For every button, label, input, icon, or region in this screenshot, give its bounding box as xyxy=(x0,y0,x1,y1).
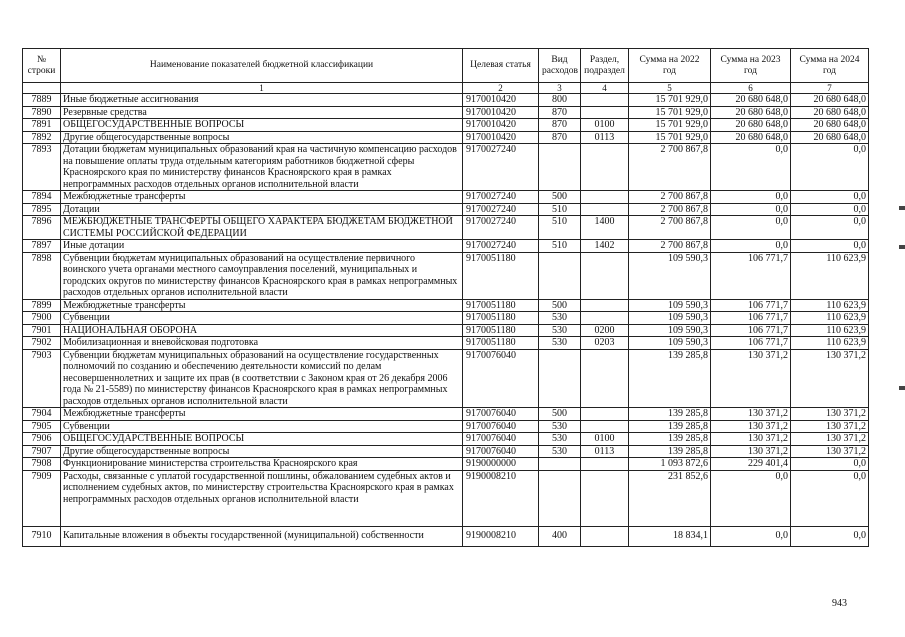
row-number: 7909 xyxy=(23,470,61,527)
row-section xyxy=(581,470,629,527)
row-target: 9170076040 xyxy=(463,445,539,458)
row-type: 870 xyxy=(539,131,581,144)
row-sum-2023: 130 371,2 xyxy=(711,408,791,421)
row-name: Дотации xyxy=(61,203,463,216)
row-name: Субвенции xyxy=(61,312,463,325)
table-row xyxy=(23,106,869,119)
row-sum-2022: 15 701 929,0 xyxy=(629,131,711,144)
row-name: ОБЩЕГОСУДАРСТВЕННЫЕ ВОПРОСЫ xyxy=(61,119,463,132)
row-sum-2024: 0,0 xyxy=(791,144,869,191)
row-name: ОБЩЕГОСУДАРСТВЕННЫЕ ВОПРОСЫ xyxy=(61,433,463,446)
row-sum-2022: 109 590,3 xyxy=(629,252,711,299)
row-name: Межбюджетные трансферты xyxy=(61,408,463,421)
row-target: 9170027240 xyxy=(463,191,539,204)
row-sum-2023: 106 771,7 xyxy=(711,299,791,312)
row-sum-2023: 106 771,7 xyxy=(711,337,791,350)
row-section xyxy=(581,252,629,299)
header-name: Наименование показателей бюджетной классификации xyxy=(61,49,463,83)
row-target: 9190008210 xyxy=(463,470,539,527)
row-sum-2022: 139 285,8 xyxy=(629,420,711,433)
table-row xyxy=(23,240,869,253)
row-number: 7905 xyxy=(23,420,61,433)
row-name: Субвенции бюджетам муниципальных образований на осуществление первичного воинского учета органами местного самоуправления поселений, муниципальных и городских округов по министерству финансов Красноярского края в рамках непрограммных расходов отдельных органов исполнительной власти xyxy=(61,252,463,299)
row-target: 9170010420 xyxy=(463,119,539,132)
row-sum-2024: 0,0 xyxy=(791,216,869,240)
row-type: 530 xyxy=(539,312,581,325)
row-type: 510 xyxy=(539,203,581,216)
row-sum-2024: 20 680 648,0 xyxy=(791,131,869,144)
row-number: 7898 xyxy=(23,252,61,299)
table-row xyxy=(23,312,869,325)
header-row-no: № строки xyxy=(23,49,61,83)
table-row xyxy=(23,408,869,421)
row-sum-2022: 231 852,6 xyxy=(629,470,711,527)
table-row xyxy=(23,470,869,527)
index-cell: 6 xyxy=(711,83,791,94)
row-sum-2022: 2 700 867,8 xyxy=(629,216,711,240)
row-sum-2024: 110 623,9 xyxy=(791,299,869,312)
row-name: Расходы, связанные с уплатой государственной пошлины, обжалованием судебных актов и исполнением судебных актов, по министерству строительства Красноярского края в рамках непрограммных расходов отдельных органов исполнительной власти xyxy=(61,470,463,527)
row-name: Мобилизационная и вневойсковая подготовка xyxy=(61,337,463,350)
table-row xyxy=(23,144,869,191)
row-target: 9170051180 xyxy=(463,299,539,312)
row-sum-2022: 15 701 929,0 xyxy=(629,94,711,107)
row-number: 7889 xyxy=(23,94,61,107)
row-sum-2023: 0,0 xyxy=(711,470,791,527)
row-number: 7901 xyxy=(23,324,61,337)
row-type xyxy=(539,144,581,191)
row-type xyxy=(539,349,581,408)
row-name: Субвенции xyxy=(61,420,463,433)
row-target: 9190008210 xyxy=(463,527,539,547)
row-sum-2023: 0,0 xyxy=(711,216,791,240)
table-row xyxy=(23,191,869,204)
row-number: 7910 xyxy=(23,527,61,547)
row-sum-2024: 0,0 xyxy=(791,527,869,547)
row-section xyxy=(581,94,629,107)
row-number: 7896 xyxy=(23,216,61,240)
row-number: 7895 xyxy=(23,203,61,216)
row-sum-2022: 109 590,3 xyxy=(629,324,711,337)
table-row xyxy=(23,445,869,458)
row-target: 9170076040 xyxy=(463,349,539,408)
row-section xyxy=(581,191,629,204)
row-name: Субвенции бюджетам муниципальных образований на осуществление государственных полномочий по созданию и обеспечению деятельности комиссий по делам несовершеннолетних и защите их прав (в соответствии с Законом края от 26 декабря 2006 года № 21-5589) по министерству финансов Красноярского края в рамках непрограммных расходов отдельных органов исполнительной власти xyxy=(61,349,463,408)
row-sum-2023: 0,0 xyxy=(711,240,791,253)
row-sum-2024: 0,0 xyxy=(791,191,869,204)
row-sum-2024: 110 623,9 xyxy=(791,337,869,350)
row-name: Резервные средства xyxy=(61,106,463,119)
table-row xyxy=(23,349,869,408)
table-row xyxy=(23,324,869,337)
index-cell: 5 xyxy=(629,83,711,94)
row-number: 7907 xyxy=(23,445,61,458)
row-type: 400 xyxy=(539,527,581,547)
row-number: 7904 xyxy=(23,408,61,421)
row-sum-2023: 0,0 xyxy=(711,191,791,204)
row-number: 7891 xyxy=(23,119,61,132)
row-section xyxy=(581,106,629,119)
row-number: 7893 xyxy=(23,144,61,191)
row-sum-2023: 20 680 648,0 xyxy=(711,119,791,132)
row-type: 510 xyxy=(539,240,581,253)
index-cell: 2 xyxy=(463,83,539,94)
row-type: 870 xyxy=(539,119,581,132)
row-number: 7890 xyxy=(23,106,61,119)
row-sum-2022: 2 700 867,8 xyxy=(629,144,711,191)
row-number: 7892 xyxy=(23,131,61,144)
row-target: 9170051180 xyxy=(463,337,539,350)
header-target: Целевая статья xyxy=(463,49,539,83)
row-sum-2024: 110 623,9 xyxy=(791,324,869,337)
row-sum-2024: 130 371,2 xyxy=(791,445,869,458)
row-target: 9170076040 xyxy=(463,420,539,433)
row-sum-2022: 18 834,1 xyxy=(629,527,711,547)
table-row xyxy=(23,527,869,547)
row-number: 7902 xyxy=(23,337,61,350)
row-sum-2024: 130 371,2 xyxy=(791,349,869,408)
row-sum-2023: 130 371,2 xyxy=(711,420,791,433)
row-section: 1402 xyxy=(581,240,629,253)
header-sum-2022: Сумма на 2022 год xyxy=(629,49,711,83)
row-number: 7899 xyxy=(23,299,61,312)
row-sum-2024: 0,0 xyxy=(791,240,869,253)
row-sum-2024: 20 680 648,0 xyxy=(791,119,869,132)
row-number: 7900 xyxy=(23,312,61,325)
row-section: 0203 xyxy=(581,337,629,350)
table-row xyxy=(23,119,869,132)
row-sum-2024: 20 680 648,0 xyxy=(791,94,869,107)
header-section: Раздел, подраздел xyxy=(581,49,629,83)
table-row xyxy=(23,433,869,446)
row-sum-2024: 0,0 xyxy=(791,203,869,216)
row-sum-2024: 110 623,9 xyxy=(791,312,869,325)
scan-edge-mark xyxy=(899,386,905,390)
row-sum-2023: 130 371,2 xyxy=(711,349,791,408)
row-type: 530 xyxy=(539,337,581,350)
row-name: Межбюджетные трансферты xyxy=(61,299,463,312)
index-cell xyxy=(23,83,61,94)
row-sum-2023: 20 680 648,0 xyxy=(711,94,791,107)
row-sum-2023: 106 771,7 xyxy=(711,324,791,337)
row-section: 0200 xyxy=(581,324,629,337)
row-name: Другие общегосударственные вопросы xyxy=(61,445,463,458)
row-number: 7897 xyxy=(23,240,61,253)
table-row xyxy=(23,299,869,312)
row-sum-2023: 0,0 xyxy=(711,527,791,547)
row-name: МЕЖБЮДЖЕТНЫЕ ТРАНСФЕРТЫ ОБЩЕГО ХАРАКТЕРА БЮДЖЕТАМ БЮДЖЕТНОЙ СИСТЕМЫ РОССИЙСКОЙ ФЕДЕРАЦИИ xyxy=(61,216,463,240)
row-section: 0100 xyxy=(581,433,629,446)
table-row xyxy=(23,420,869,433)
row-name: Функционирование министерства строительства Красноярского края xyxy=(61,458,463,471)
row-section xyxy=(581,299,629,312)
table-body xyxy=(23,94,869,547)
row-name: Межбюджетные трансферты xyxy=(61,191,463,204)
row-sum-2023: 0,0 xyxy=(711,144,791,191)
row-section: 1400 xyxy=(581,216,629,240)
row-name: Капитальные вложения в объекты государственной (муниципальной) собственности xyxy=(61,527,463,547)
row-sum-2024: 0,0 xyxy=(791,458,869,471)
row-sum-2022: 109 590,3 xyxy=(629,312,711,325)
row-section: 0113 xyxy=(581,445,629,458)
row-type xyxy=(539,470,581,527)
table-row xyxy=(23,94,869,107)
row-sum-2022: 139 285,8 xyxy=(629,408,711,421)
row-number: 7894 xyxy=(23,191,61,204)
row-number: 7903 xyxy=(23,349,61,408)
row-section xyxy=(581,312,629,325)
row-sum-2024: 0,0 xyxy=(791,470,869,527)
row-type: 530 xyxy=(539,324,581,337)
row-sum-2022: 109 590,3 xyxy=(629,299,711,312)
row-section: 0113 xyxy=(581,131,629,144)
index-row xyxy=(23,83,869,94)
row-sum-2022: 139 285,8 xyxy=(629,433,711,446)
row-sum-2023: 130 371,2 xyxy=(711,445,791,458)
row-sum-2023: 0,0 xyxy=(711,203,791,216)
row-sum-2023: 229 401,4 xyxy=(711,458,791,471)
row-target: 9170076040 xyxy=(463,408,539,421)
table-row xyxy=(23,458,869,471)
row-target: 9170027240 xyxy=(463,240,539,253)
row-sum-2024: 110 623,9 xyxy=(791,252,869,299)
table-row xyxy=(23,216,869,240)
row-sum-2024: 130 371,2 xyxy=(791,420,869,433)
row-sum-2022: 2 700 867,8 xyxy=(629,240,711,253)
row-sum-2022: 139 285,8 xyxy=(629,349,711,408)
row-type: 530 xyxy=(539,445,581,458)
table-row xyxy=(23,337,869,350)
row-section xyxy=(581,203,629,216)
row-name: НАЦИОНАЛЬНАЯ ОБОРОНА xyxy=(61,324,463,337)
row-sum-2022: 139 285,8 xyxy=(629,445,711,458)
row-target: 9170010420 xyxy=(463,94,539,107)
row-target: 9170051180 xyxy=(463,312,539,325)
row-sum-2024: 130 371,2 xyxy=(791,433,869,446)
row-number: 7906 xyxy=(23,433,61,446)
row-type: 870 xyxy=(539,106,581,119)
page-number: 943 xyxy=(832,598,847,609)
row-sum-2023: 106 771,7 xyxy=(711,252,791,299)
header-type: Вид расходов xyxy=(539,49,581,83)
row-sum-2024: 20 680 648,0 xyxy=(791,106,869,119)
row-number: 7908 xyxy=(23,458,61,471)
row-sum-2022: 1 093 872,6 xyxy=(629,458,711,471)
row-target: 9170027240 xyxy=(463,203,539,216)
row-section: 0100 xyxy=(581,119,629,132)
row-sum-2022: 109 590,3 xyxy=(629,337,711,350)
index-cell: 7 xyxy=(791,83,869,94)
index-cell: 4 xyxy=(581,83,629,94)
row-sum-2022: 2 700 867,8 xyxy=(629,191,711,204)
row-name: Дотации бюджетам муниципальных образований края на частичную компенсацию расходов на повышение оплаты труда отдельным категориям работников бюджетной сферы Красноярского края по министерству финансов Красноярского края в рамках непрограммных расходов отдельных органов исполнительной власти xyxy=(61,144,463,191)
row-target: 9170010420 xyxy=(463,106,539,119)
scan-edge-mark xyxy=(899,245,905,249)
row-target: 9170010420 xyxy=(463,131,539,144)
row-type: 500 xyxy=(539,299,581,312)
index-cell: 3 xyxy=(539,83,581,94)
table-row xyxy=(23,203,869,216)
row-type xyxy=(539,458,581,471)
row-section xyxy=(581,420,629,433)
row-type: 500 xyxy=(539,191,581,204)
index-cell: 1 xyxy=(61,83,463,94)
row-type: 510 xyxy=(539,216,581,240)
header-sum-2024: Сумма на 2024 год xyxy=(791,49,869,83)
row-name: Иные бюджетные ассигнования xyxy=(61,94,463,107)
row-target: 9170027240 xyxy=(463,216,539,240)
row-target: 9190000000 xyxy=(463,458,539,471)
row-section xyxy=(581,408,629,421)
row-section xyxy=(581,144,629,191)
scan-edge-mark xyxy=(899,206,905,210)
table-row xyxy=(23,131,869,144)
row-name: Иные дотации xyxy=(61,240,463,253)
row-name: Другие общегосударственные вопросы xyxy=(61,131,463,144)
row-section xyxy=(581,458,629,471)
row-sum-2023: 20 680 648,0 xyxy=(711,131,791,144)
table-header xyxy=(23,49,869,94)
row-sum-2022: 15 701 929,0 xyxy=(629,106,711,119)
row-sum-2023: 106 771,7 xyxy=(711,312,791,325)
row-target: 9170076040 xyxy=(463,433,539,446)
table-row xyxy=(23,252,869,299)
row-sum-2023: 20 680 648,0 xyxy=(711,106,791,119)
row-sum-2022: 15 701 929,0 xyxy=(629,119,711,132)
row-type: 530 xyxy=(539,420,581,433)
row-type: 530 xyxy=(539,433,581,446)
row-section xyxy=(581,349,629,408)
row-target: 9170051180 xyxy=(463,252,539,299)
budget-table xyxy=(22,48,869,547)
row-section xyxy=(581,527,629,547)
row-sum-2024: 130 371,2 xyxy=(791,408,869,421)
header-sum-2023: Сумма на 2023 год xyxy=(711,49,791,83)
row-sum-2022: 2 700 867,8 xyxy=(629,203,711,216)
row-target: 9170027240 xyxy=(463,144,539,191)
row-type: 500 xyxy=(539,408,581,421)
row-sum-2023: 130 371,2 xyxy=(711,433,791,446)
row-target: 9170051180 xyxy=(463,324,539,337)
row-type xyxy=(539,252,581,299)
row-type: 800 xyxy=(539,94,581,107)
